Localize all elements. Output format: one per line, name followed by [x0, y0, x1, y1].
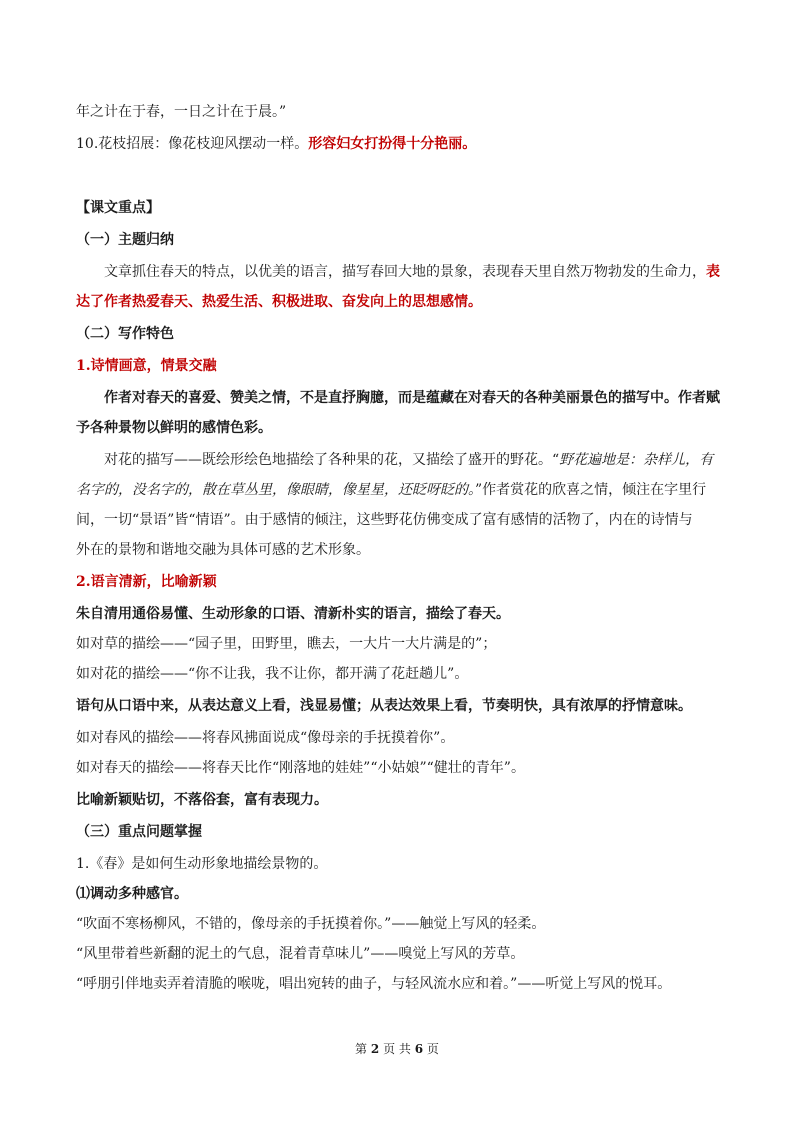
question-line: 1.《春》是如何生动形象地描绘景物的。 — [76, 856, 328, 872]
bold-text-line: 语句从口语中来，从表达意义上看，浅显易懂；从表达效果上看，节奏明快，具有浓厚的抒情意味。 — [76, 698, 692, 714]
page-footer — [0, 1040, 794, 1057]
point-heading: 2.语言清新，比喻新颖 — [76, 574, 217, 590]
footer-text: 页 共 — [383, 1042, 411, 1056]
text-line — [76, 480, 720, 500]
emphasis-text: 形容妇女打扮得十分艳丽。 — [308, 136, 477, 152]
text-line: 外在的景物和谐地交融为具体可感的艺术形象。 — [76, 542, 370, 558]
text-line: “吹面不寒杨柳风，不错的，像母亲的手抚摸着你。”——触觉上写风的轻柔。 — [76, 916, 546, 932]
text-line: 如对草的描绘——“园子里，田野里，瞧去，一大片一大片满是的”； — [76, 636, 497, 652]
text-span: 年之计在于春，一日之计在于晨。” — [76, 104, 287, 120]
quote-text: 名字的，没名字的，散在草丛里，像眼睛，像星星，还眨呀眨的。 — [76, 482, 475, 498]
text-span: 文章抓住春天的特点，以优美的语言，描写春回大地的景象，表现春天里自然万物勃发的生命力， — [104, 264, 706, 280]
text-line — [104, 450, 720, 470]
bold-text-line: 比喻新颖贴切，不落俗套，富有表现力。 — [76, 792, 328, 808]
total-pages: 6 — [414, 1042, 424, 1056]
footer-text: 第 — [355, 1042, 368, 1056]
bold-text-line: 朱自清用通俗易懂、生动形象的口语、清新朴实的语言，描绘了春天。 — [76, 606, 510, 622]
bold-text-line: 作者对春天的喜爱、赞美之情，不是直抒胸臆，而是蕴藏在对春天的各种美丽景色的描写中。作者赋 — [104, 390, 720, 406]
text-line — [76, 134, 720, 154]
subsection-heading: （一）主题归纳 — [76, 232, 174, 248]
text-line: 如对花的描绘——“你不让我，我不让你，都开满了花赶趟儿”。 — [76, 666, 469, 682]
text-line: “呼朋引伴地卖弄着清脆的喉咙，唱出宛转的曲子，与轻风流水应和着。”——听觉上写风的悦耳。 — [76, 976, 672, 992]
page-number: 2 — [370, 1042, 380, 1056]
bold-text-line: ⑴调动多种感官。 — [76, 886, 188, 902]
text-span: ”作者赏花的欣喜之情，倾注在字里行 — [475, 482, 707, 498]
quote-text: 野花遍地是：杂样儿，有 — [559, 452, 714, 468]
section-heading: 【课文重点】 — [76, 200, 160, 216]
text-line: 如对春风的描绘——将春风拂面说成“像母亲的手抚摸着你”。 — [76, 730, 455, 746]
text-span: 对花的描写——既绘形绘色地描绘了各种果的花，又描绘了盛开的野花。“ — [104, 452, 560, 468]
text-line — [104, 262, 720, 282]
bold-text-line: 予各种景物以鲜明的感情色彩。 — [76, 420, 272, 436]
footer-text: 页 — [426, 1042, 439, 1056]
text-line — [76, 102, 720, 122]
emphasis-text: 表 — [706, 264, 720, 280]
subsection-heading: （二）写作特色 — [76, 326, 174, 342]
text-line: “风里带着些新翻的泥土的气息，混着青草味儿”——嗅觉上写风的芳草。 — [76, 946, 525, 962]
text-line: 间，一切“景语”皆“情语”。由于感情的倾注，这些野花仿佛变成了富有感情的活物了，内在的诗情与 — [76, 512, 693, 528]
text-span: 10.花枝招展：像花枝迎风摆动一样。 — [76, 136, 309, 152]
subsection-heading: （三）重点问题掌握 — [76, 824, 202, 840]
point-heading: 1.诗情画意，情景交融 — [76, 358, 217, 374]
emphasis-text: 达了作者热爱春天、热爱生活、积极进取、奋发向上的思想感情。 — [76, 294, 482, 310]
text-line: 如对春天的描绘——将春天比作“刚落地的娃娃”“小姑娘”“健壮的青年”。 — [76, 760, 525, 776]
